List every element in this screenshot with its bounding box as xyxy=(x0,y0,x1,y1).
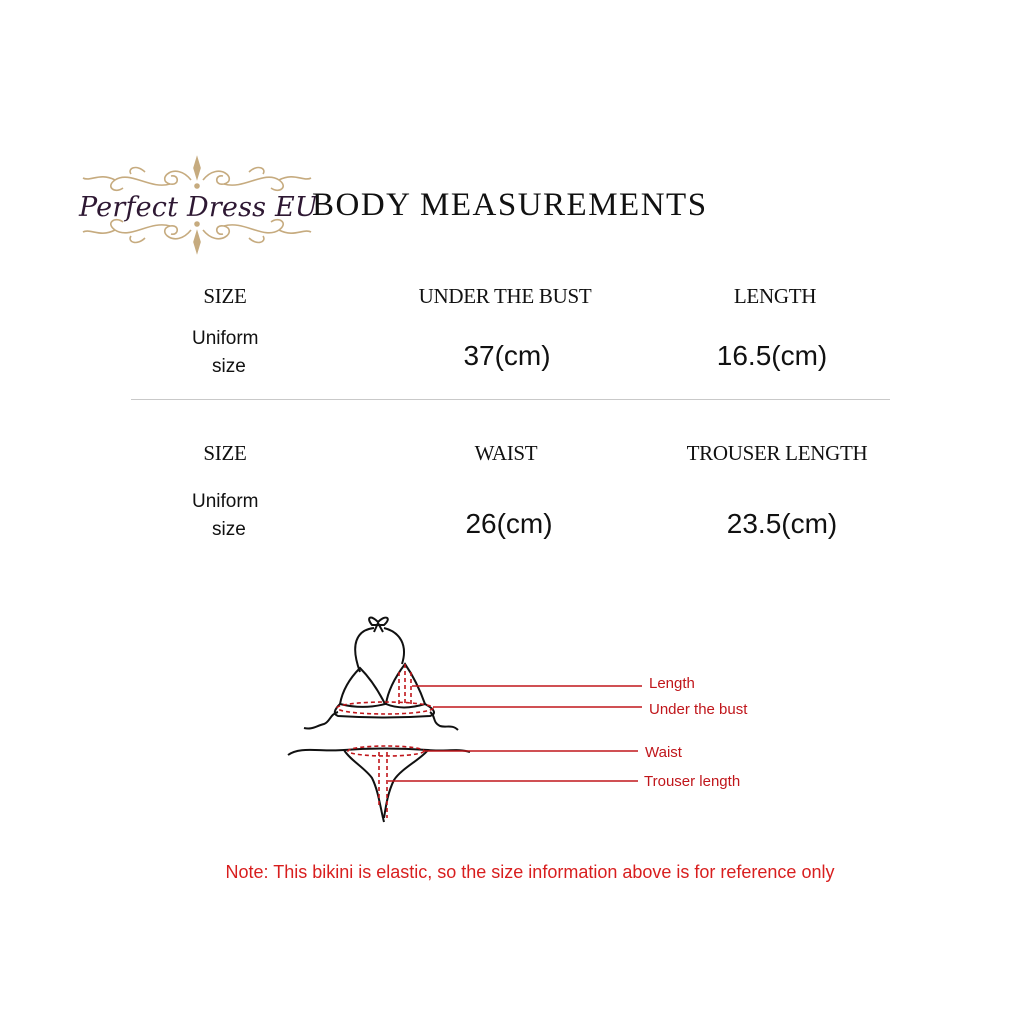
measurement-lines xyxy=(337,664,642,818)
size-line1: Uniform xyxy=(192,491,259,512)
size-line1: Uniform xyxy=(192,328,259,349)
table1-header-size: SIZE xyxy=(203,284,247,308)
label-waist: Waist xyxy=(645,744,682,761)
waist-value: 26(cm) xyxy=(465,508,553,539)
reference-note: Note: This bikini is elastic, so the size information above is for reference only xyxy=(225,862,835,882)
size-line2: size xyxy=(212,519,246,540)
table1-size-cell xyxy=(192,325,259,381)
length-value: 16.5(cm) xyxy=(716,340,828,371)
table2-header-trouser-length: TROUSER LENGTH xyxy=(686,441,868,465)
logo-text: Perfect Dress EU xyxy=(79,192,318,223)
divider xyxy=(131,399,890,400)
label-length: Length xyxy=(649,675,695,692)
label-trouser-length: Trouser length xyxy=(644,773,741,790)
table2-header-waist: WAIST xyxy=(474,441,538,465)
bikini-outline xyxy=(288,618,470,822)
table2-size-cell xyxy=(192,488,259,544)
table2-header-size: SIZE xyxy=(203,441,247,465)
trouser-length-value: 23.5(cm) xyxy=(726,508,838,539)
brand-logo xyxy=(75,150,320,260)
page-title: BODY MEASUREMENTS xyxy=(312,187,708,223)
under-bust-value: 37(cm) xyxy=(463,340,551,371)
label-under-the-bust: Under the bust xyxy=(649,701,748,718)
size-line2: size xyxy=(212,356,246,377)
table1-header-under-bust: UNDER THE BUST xyxy=(418,284,592,308)
bikini-diagram xyxy=(280,610,780,830)
table1-header-length: LENGTH xyxy=(733,284,817,308)
